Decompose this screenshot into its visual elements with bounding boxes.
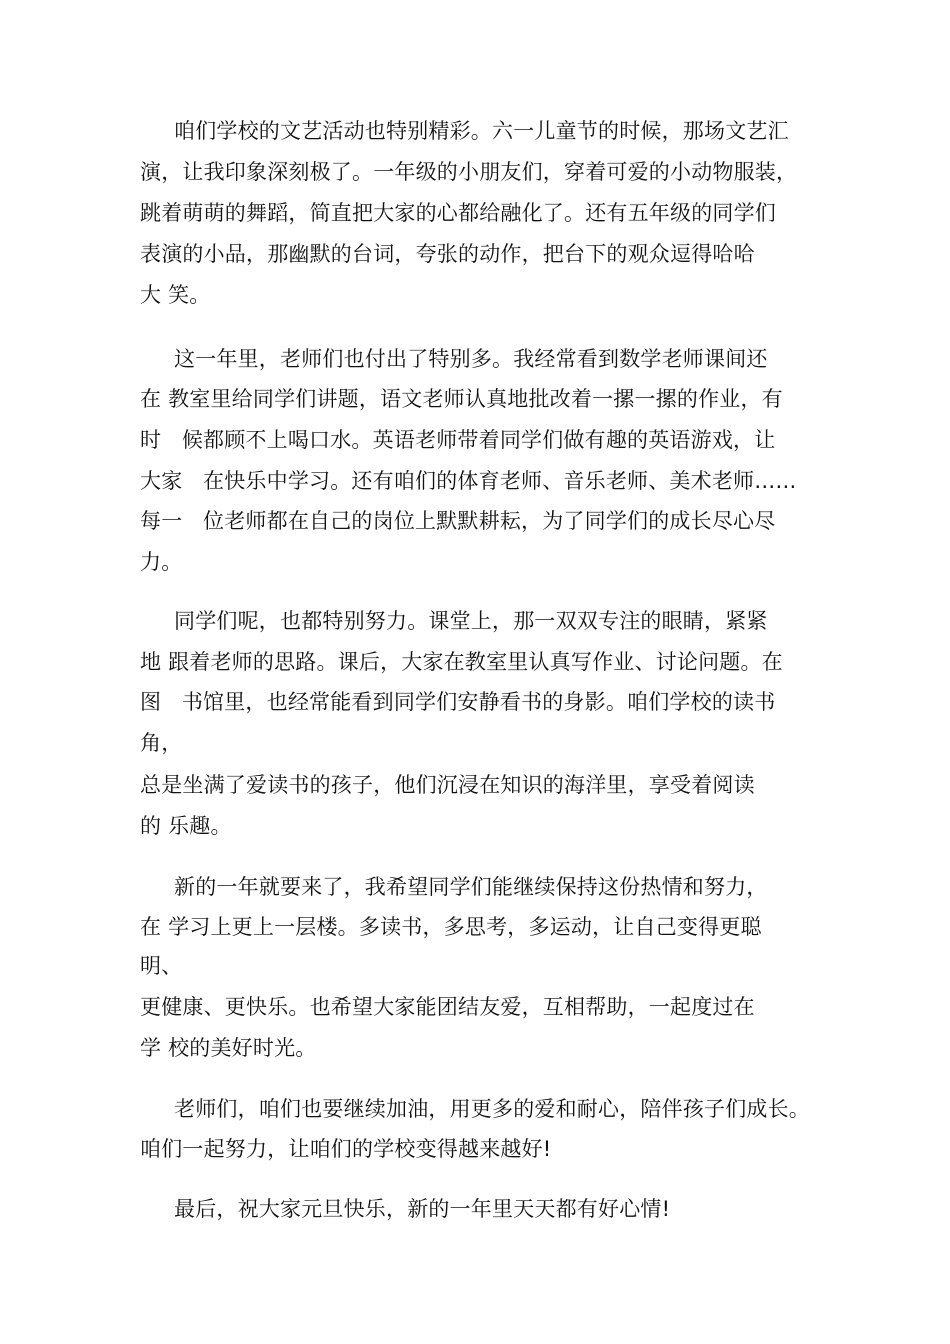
paragraph-1-line-1: 咱们学校的文艺活动也特别精彩。六一儿童节的时候，那场文艺汇 xyxy=(174,119,789,143)
paragraph-3-line-6: 的 乐趣。 xyxy=(140,814,232,838)
paragraph-4-line-4: 更健康、更快乐。也希望大家能团结友爱，互相帮助，一起度过在 xyxy=(140,995,755,1019)
paragraph-1-line-3: 跳着萌萌的舞蹈，简直把大家的心都给融化了。还有五年级的同学们 xyxy=(140,201,776,225)
paragraph-3-line-5: 总是坐满了爱读书的孩子，他们沉浸在知识的海洋里，享受着阅读 xyxy=(140,773,755,797)
paragraph-2-line-2: 在 教室里给同学们讲题，语文老师认真地批改着一摞一摞的作业，有 xyxy=(140,387,783,411)
paragraph-4-line-2: 在 学习上更上一层楼。多读书，多思考，多运动，让自己变得更聪 xyxy=(140,915,762,939)
paragraph-4-line-3: 明、 xyxy=(140,954,183,978)
paragraph-1-line-4: 表演的小品，那幽默的台词，夸张的动作，把台下的观众逗得哈哈 xyxy=(140,242,755,266)
paragraph-6-line-1: 最后，祝大家元旦快乐，新的一年里天天都有好心情! xyxy=(174,1197,671,1221)
paragraph-3-line-3: 图 书馆里，也经常能看到同学们安静看书的身影。咱们学校的读书 xyxy=(140,690,776,714)
paragraph-2-line-4: 大家 在快乐中学习。还有咱们的体育老师、音乐老师、美术老师…… xyxy=(140,469,797,493)
paragraph-3-line-2: 地 跟着老师的思路。课后，大家在教室里认真写作业、讨论问题。在 xyxy=(140,650,783,674)
paragraph-5-line-1: 老师们，咱们也要继续加油，用更多的爱和耐心，陪伴孩子们成长。 xyxy=(174,1097,810,1121)
paragraph-3-line-1: 同学们呢，也都特别努力。课堂上，那一双双专注的眼睛，紧紧 xyxy=(174,609,768,633)
paragraph-3-line-4: 角， xyxy=(140,731,183,755)
paragraph-4-line-1: 新的一年就要来了，我希望同学们能继续保持这份热情和努力， xyxy=(174,875,768,899)
paragraph-1-line-2: 演，让我印象深刻极了。一年级的小朋友们，穿着可爱的小动物服装， xyxy=(140,160,798,184)
paragraph-2-line-3: 时 候都顾不上喝口水。英语老师带着同学们做有趣的英语游戏，让 xyxy=(140,428,776,452)
paragraph-4-line-5: 学 校的美好时光。 xyxy=(140,1036,317,1060)
paragraph-2-line-6: 力。 xyxy=(140,550,183,574)
paragraph-2-line-5: 每一 位老师都在自己的岗位上默默耕耘，为了同学们的成长尽心尽 xyxy=(140,509,776,533)
paragraph-5-line-2: 咱们一起努力，让咱们的学校变得越来越好! xyxy=(140,1137,552,1161)
paragraph-2-line-1: 这一年里，老师们也付出了特别多。我经常看到数学老师课间还 xyxy=(174,347,768,371)
paragraph-1-line-5: 大 笑。 xyxy=(140,283,211,307)
